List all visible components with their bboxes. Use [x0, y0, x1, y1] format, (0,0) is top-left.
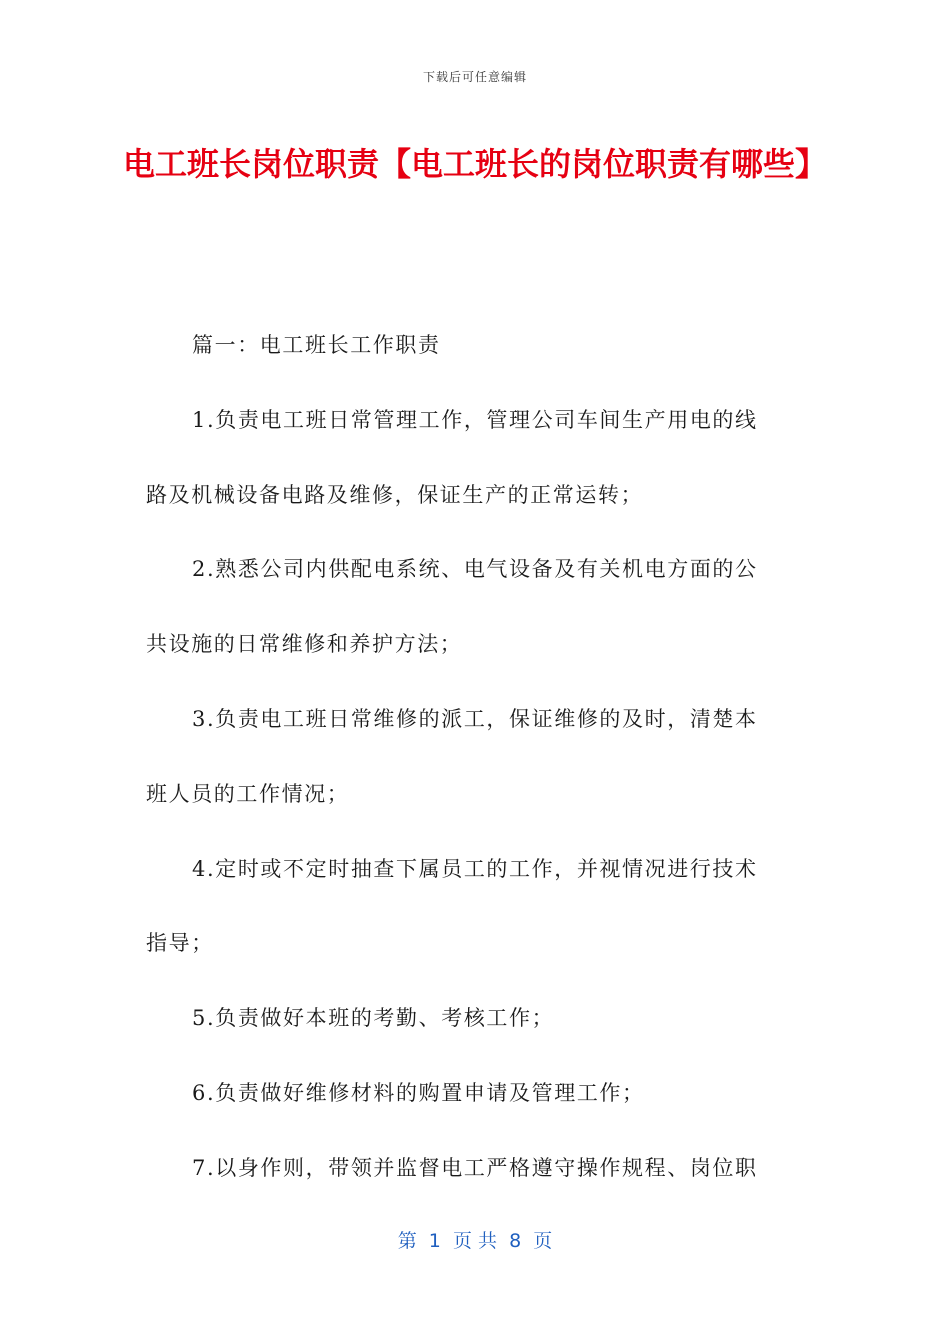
paragraph-line: 7.以身作则，带领并监督电工严格遵守操作规程、岗位职 [192, 1155, 758, 1180]
paragraph-line: 6.负责做好维修材料的购置申请及管理工作； [192, 1080, 645, 1105]
document-title: 电工班长岗位职责【电工班长的岗位职责有哪些】 [122, 145, 827, 183]
paragraph-line: 共设施的日常维修和养护方法； [146, 632, 463, 657]
document-body [146, 320, 792, 1218]
paragraph-line: 班人员的工作情况； [146, 781, 350, 806]
paragraph-line: 5.负责做好本班的考勤、考核工作； [192, 1006, 555, 1031]
header-note: 下载后可任意编辑 [422, 70, 527, 84]
paragraph-line: 3.负责电工班日常维修的派工，保证维修的及时，清楚本 [192, 706, 758, 731]
section-heading: 篇一：电工班长工作职责 [192, 333, 441, 357]
paragraph-line: 指导； [146, 931, 214, 956]
paragraph-line: 路及机械设备电路及维修，保证生产的正常运转； [146, 482, 644, 507]
paragraph-line: 2.熟悉公司内供配电系统、电气设备及有关机电方面的公 [192, 557, 758, 582]
paragraph-line: 4.定时或不定时抽查下属员工的工作，并视情况进行技术 [192, 856, 758, 881]
paragraph-line: 1.负责电工班日常管理工作，管理公司车间生产用电的线 [192, 407, 758, 432]
page-number: 第 1 页 共 8 页 [397, 1230, 553, 1252]
